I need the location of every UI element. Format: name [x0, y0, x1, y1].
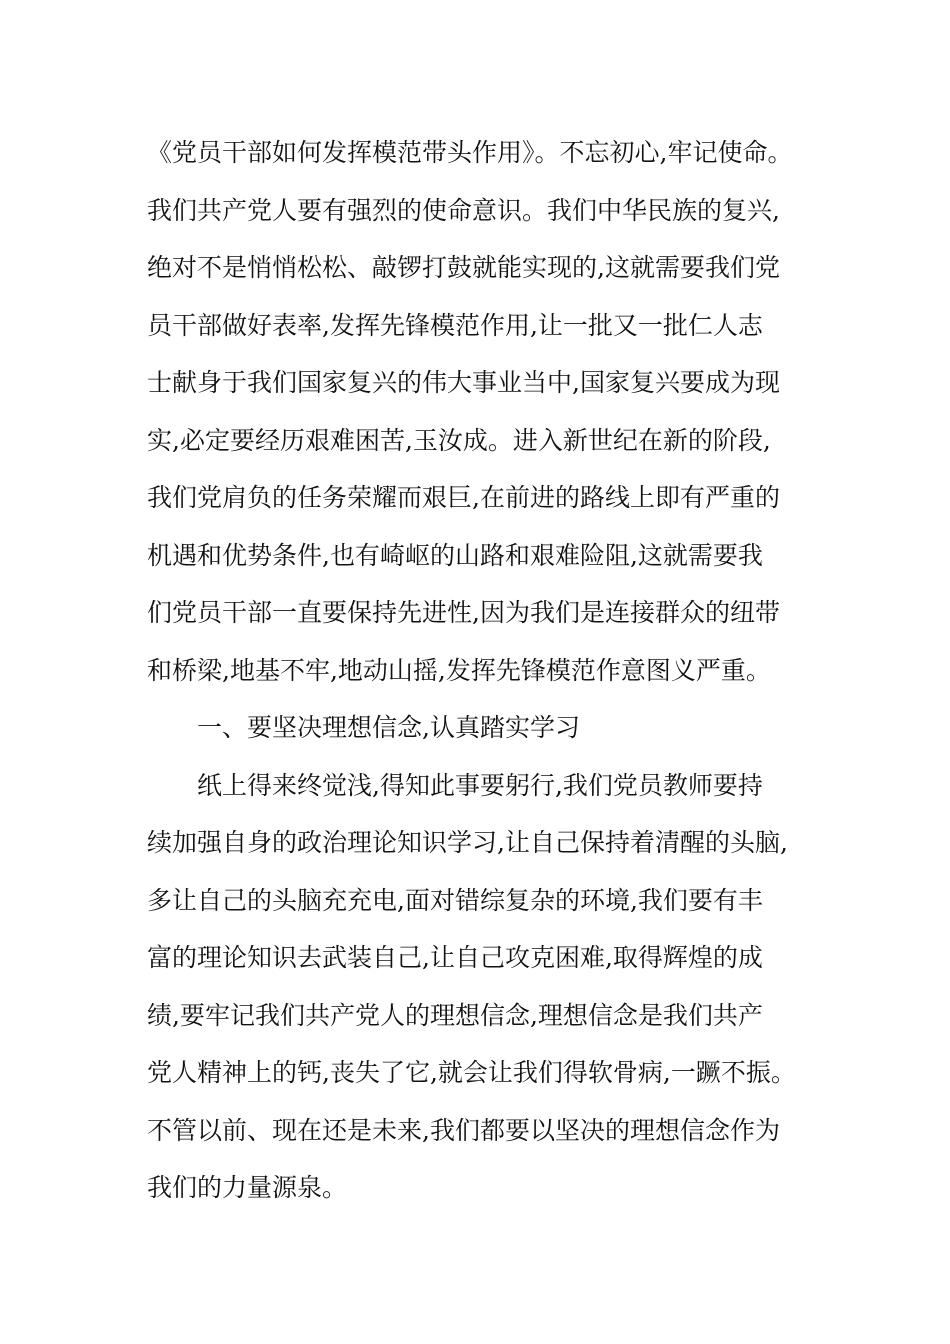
- text-line: 员干部做好表率,发挥先锋模范作用,让一批又一批仁人志: [147, 310, 763, 340]
- text-line: 绝对不是悄悄松松、敲锣打鼓就能实现的,这就需要我们党: [147, 253, 780, 282]
- section-heading: 一、要坚决理想信念,认真踏实学习: [197, 713, 580, 742]
- text-line: 和桥梁,地基不牢,地动山摇,发挥先锋模范作意图义严重。: [147, 655, 771, 685]
- text-line: 我们共产党人要有强烈的使命意识。我们中华民族的复兴,: [147, 195, 780, 225]
- text-line: 《党员干部如何发挥模范带头作用》。不忘初心,牢记使命。: [147, 138, 793, 167]
- text-line: 党人精神上的钙,丧失了它,就会让我们得软骨病,一蹶不振。: [147, 1058, 796, 1087]
- text-line: 富的理论知识去武装自己,让自己攻克困难,取得辉煌的成: [147, 943, 763, 972]
- text-line: 不管以前、现在还是未来,我们都要以坚决的理想信念作为: [147, 1115, 780, 1145]
- text-line: 绩,要牢记我们共产党人的理想信念,理想信念是我们共产: [147, 1000, 763, 1030]
- text-line: 士献身于我们国家复兴的伟大事业当中,国家复兴要成为现: [147, 368, 780, 397]
- text-line: 我们党肩负的任务荣耀而艰巨,在前进的路线上即有严重的: [147, 483, 780, 512]
- document-body: [147, 128, 827, 1221]
- text-line: 纸上得来终觉浅,得知此事要躬行,我们党员教师要持: [197, 770, 763, 800]
- text-line: 们党员干部一直要保持先进性,因为我们是连接群众的纽带: [147, 598, 780, 627]
- text-line: 机遇和优势条件,也有崎岖的山路和艰难险阻,这就需要我: [147, 540, 763, 570]
- text-line: 实,必定要经历艰难困苦,玉汝成。进入新世纪在新的阶段,: [147, 425, 771, 455]
- text-line: 续加强自身的政治理论知识学习,让自己保持着清醒的头脑,: [147, 828, 788, 857]
- text-line: 我们的力量源泉。: [147, 1173, 348, 1202]
- text-line: 多让自己的头脑充充电,面对错综复杂的环境,我们要有丰: [147, 885, 763, 915]
